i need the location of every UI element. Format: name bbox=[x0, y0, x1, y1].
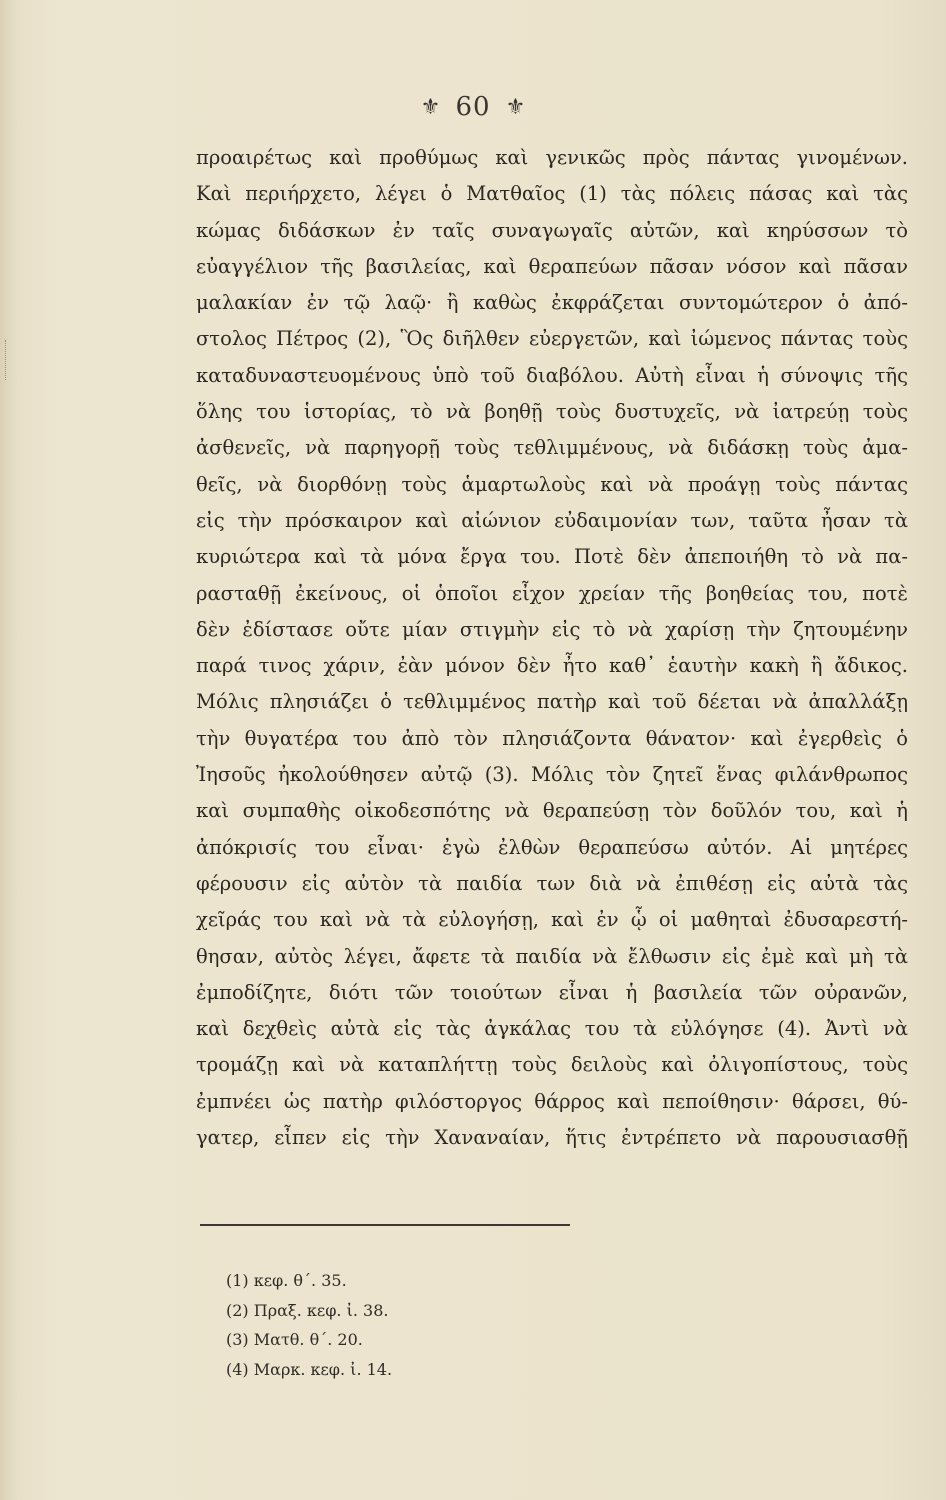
text-line: μαλακίαν ἐν τῷ λαῷ· ἢ καθὼς ἐκφράζεται συντομώτερον ὁ ἀπό- bbox=[196, 291, 908, 315]
text-line: θεῖς, νὰ διορθόνῃ τοὺς ἁμαρτωλοὺς καὶ νὰ προάγῃ τοὺς πάντας bbox=[196, 472, 908, 496]
text-line: εἰς τὴν πρόσκαιρον καὶ αἰώνιον εὐδαιμονίαν των, ταῦτα ἦσαν τὰ bbox=[196, 508, 908, 532]
text-line: ἀσθενεῖς, νὰ παρηγορῇ τοὺς τεθλιμμένους, νὰ διδάσκῃ τοὺς ἀμα- bbox=[196, 436, 908, 460]
gutter-marks bbox=[5, 340, 8, 380]
text-line: εὐαγγέλιον τῆς βασιλείας, καὶ θεραπεύων πᾶσαν νόσον καὶ πᾶσαν bbox=[196, 254, 908, 278]
text-line: καταδυναστευομένους ὑπὸ τοῦ διαβόλου. Αὐτὴ εἶναι ἡ σύνοψις τῆς bbox=[196, 363, 908, 387]
text-line: δὲν ἐδίστασε οὔτε μίαν στιγμὴν εἰς τὸ νὰ χαρίσῃ τὴν ζητουμένην bbox=[196, 617, 908, 641]
text-line: Μόλις πλησιάζει ὁ τεθλιμμένος πατὴρ καὶ τοῦ δέεται νὰ ἀπαλλάξῃ bbox=[196, 690, 908, 714]
text-line: φέρουσιν εἰς αὐτὸν τὰ παιδία των διὰ νὰ ἐπιθέσῃ εἰς αὐτὰ τὰς bbox=[196, 871, 908, 895]
text-line: χεῖράς του καὶ νὰ τὰ εὐλογήσῃ, καὶ ἐν ᾧ οἱ μαθηταὶ ἐδυσαρεστή- bbox=[196, 908, 908, 932]
text-line: θησαν, αὐτὸς λέγει, ἄφετε τὰ παιδία νὰ ἔλθωσιν εἰς ἐμὲ καὶ μὴ τὰ bbox=[196, 944, 908, 968]
text-line: κώμας διδάσκων ἐν ταῖς συναγωγαῖς αὐτῶν, καὶ κηρύσσων τὸ bbox=[196, 218, 908, 242]
text-line: ἀπόκρισίς του εἶναι· ἐγὼ ἐλθὼν θεραπεύσω αὐτόν. Αἱ μητέρες bbox=[196, 835, 908, 859]
text-line: τὴν θυγατέρα του ἀπὸ τὸν πλησιάζοντα θάνατον· καὶ ἐγερθεὶς ὁ bbox=[196, 726, 908, 750]
text-line: παρά τινος χάριν, ἐὰν μόνον δὲν ἦτο καθ᾿ ἑαυτὴν κακὴ ἢ ἄδικος. bbox=[196, 654, 908, 678]
footnote: (3) Ματθ. θ΄. 20. bbox=[226, 1330, 363, 1349]
text-line: καὶ δεχθεὶς αὐτὰ εἰς τὰς ἀγκάλας του τὰ εὐλόγησε (4). Ἀντὶ νὰ bbox=[196, 1017, 908, 1041]
text-line: Ἰησοῦς ἠκολούθησεν αὐτῷ (3). Μόλις τὸν ζητεῖ ἕνας φιλάνθρωπος bbox=[196, 763, 908, 787]
footnote-rule bbox=[200, 1224, 570, 1226]
text-line: κυριώτερα καὶ τὰ μόνα ἔργα του. Ποτὲ δὲν ἀπεποιήθη τὸ νὰ πα- bbox=[196, 545, 908, 569]
text-line: στολος Πέτρος (2), Ὃς διῆλθεν εὐεργετῶν, καὶ ἰώμενος πάντας τοὺς bbox=[196, 327, 908, 351]
text-line: τρομάζῃ καὶ νὰ καταπλήττῃ τοὺς δειλοὺς καὶ ὀλιγοπίστους, τοὺς bbox=[196, 1053, 908, 1077]
text-line: καὶ συμπαθὴς οἰκοδεσπότης νὰ θεραπεύσῃ τὸν δοῦλόν του, καὶ ἡ bbox=[196, 799, 908, 823]
footnote: (4) Μαρκ. κεφ. ἰ. 14. bbox=[226, 1359, 393, 1379]
text-line: ὅλης του ἱστορίας, τὸ νὰ βοηθῇ τοὺς δυστυχεῖς, νὰ ἰατρεύῃ τοὺς bbox=[196, 400, 908, 424]
text-line: γατερ, εἶπεν εἰς τὴν Χαναναίαν, ἥτις ἐντρέπετο νὰ παρουσιασθῇ bbox=[196, 1126, 908, 1150]
text-line: προαιρέτως καὶ προθύμως καὶ γενικῶς πρὸς πάντας γινομένων. bbox=[196, 146, 908, 169]
text-line: ἐμποδίζητε, διότι τῶν τοιούτων εἶναι ἡ βασιλεία τῶν οὐρανῶν, bbox=[196, 980, 908, 1004]
left-ornament-icon: ⚜ bbox=[420, 94, 441, 120]
page-number: 60 bbox=[455, 92, 491, 122]
page-header bbox=[0, 92, 946, 122]
footnotes bbox=[226, 1266, 392, 1384]
footnote: (1) κεφ. θ΄. 35. bbox=[226, 1271, 347, 1290]
right-ornament-icon: ⚜ bbox=[505, 94, 526, 120]
footnote: (2) Πραξ. κεφ. ἰ. 38. bbox=[226, 1300, 389, 1320]
text-line: ρασταθῇ ἐκείνους, οἱ ὁποῖοι εἶχον χρείαν τῆς βοηθείας του, ποτὲ bbox=[196, 581, 908, 605]
text-line: Καὶ περιήρχετο, λέγει ὁ Ματθαῖος (1) τὰς πόλεις πάσας καὶ τὰς bbox=[196, 182, 908, 206]
text-line: ἐμπνέει ὡς πατὴρ φιλόστοργος θάρρος καὶ πεποίθησιν· θάρσει, θύ- bbox=[196, 1089, 908, 1113]
body-text bbox=[196, 140, 908, 1156]
